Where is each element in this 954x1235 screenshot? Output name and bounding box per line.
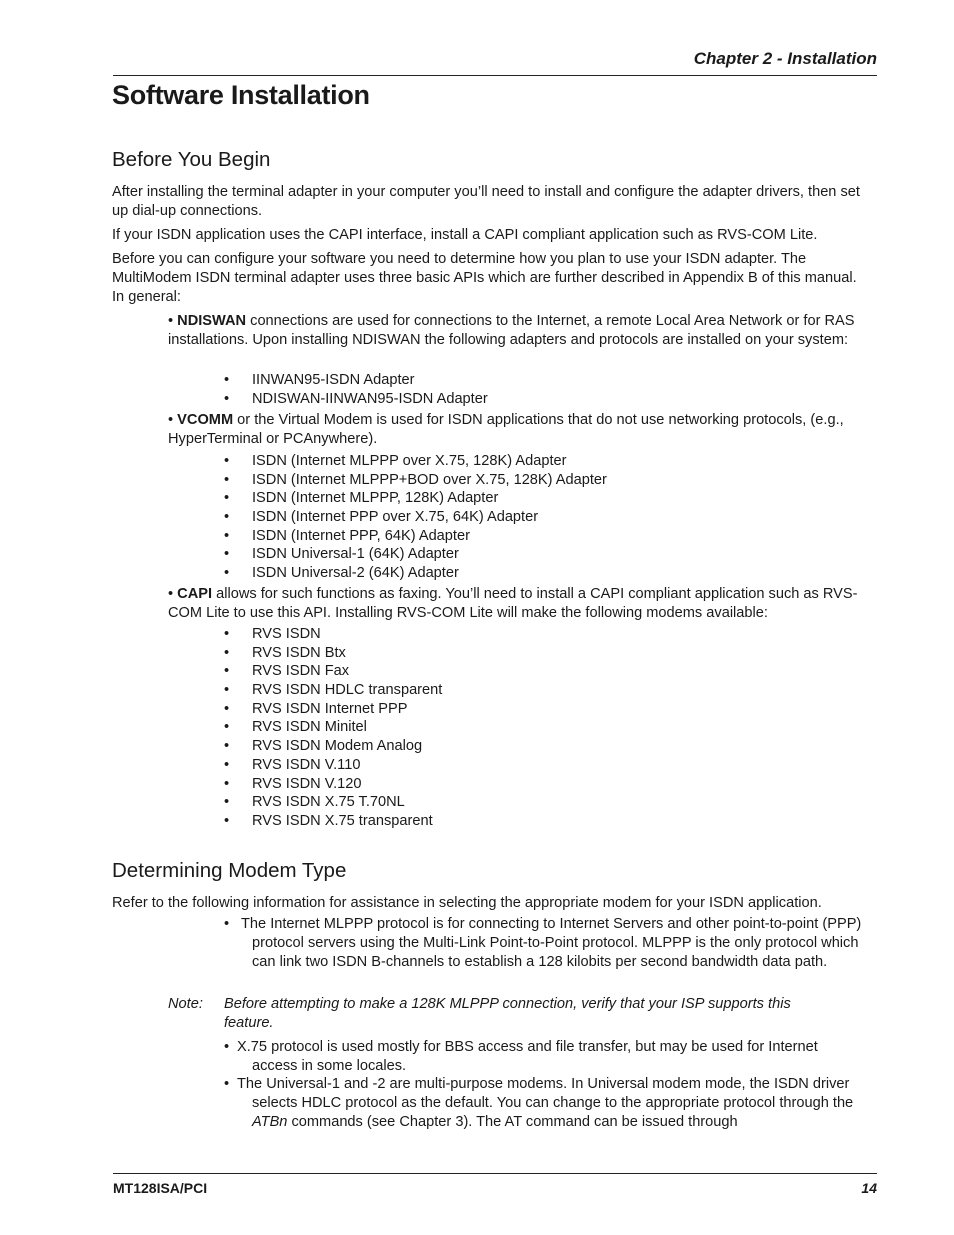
list-item: • ISDN (Internet PPP, 64K) Adapter — [224, 527, 607, 546]
paragraph: After installing the terminal adapter in your computer you’ll need to install and configure the adapter drivers, then set up dial-up connections. — [112, 184, 860, 219]
list-item: • ISDN (Internet MLPPP, 128K) Adapter — [224, 489, 607, 508]
note-text: Before attempting to make a 128K MLPPP connection, verify that your ISP supports this feature. — [224, 996, 791, 1031]
list-item: • RVS ISDN V.120 — [224, 775, 442, 794]
api-description: allows for such functions as faxing. You’ll need to install a CAPI compliant application such as RVS-COM Lite to use this API. Installing RVS-COM Lite will make the following modems available: — [168, 586, 858, 621]
capi-modem-list — [224, 625, 442, 831]
bullet: • — [224, 916, 230, 932]
api-term: VCOMM — [177, 412, 234, 428]
list-item: • RVS ISDN Minitel — [224, 718, 442, 737]
bullet: • — [168, 586, 178, 602]
bullet: • — [168, 313, 178, 329]
bullet: • — [224, 1076, 230, 1092]
note-label: Note: — [168, 996, 203, 1012]
bullet: • — [224, 1039, 230, 1055]
modem-bullet-x75 — [224, 1038, 864, 1076]
api-term: NDISWAN — [177, 313, 247, 329]
paragraph: Refer to the following information for assistance in selecting the appropriate modem for your ISDN application. — [112, 895, 822, 911]
api-paragraph-vcomm — [168, 411, 868, 449]
list-item: • NDISWAN-IINWAN95-ISDN Adapter — [224, 390, 488, 409]
vcomm-adapter-list — [224, 452, 607, 583]
list-item: • RVS ISDN Btx — [224, 644, 442, 663]
api-paragraph-ndiswan — [168, 312, 868, 350]
list-item: • ISDN (Internet PPP over X.75, 64K) Adapter — [224, 508, 607, 527]
list-item: • RVS ISDN — [224, 625, 442, 644]
paragraph: If your ISDN application uses the CAPI interface, install a CAPI compliant application such as RVS-COM Lite. — [112, 227, 818, 243]
list-item: • ISDN Universal-2 (64K) Adapter — [224, 564, 607, 583]
section-heading-before-you-begin: Before You Begin — [112, 148, 271, 171]
bullet-text: The Internet MLPPP protocol is for connecting to Internet Servers and other point-to-point (PPP) protocol servers using the Multi-Link Point-to-Point protocol. MLPPP is the only protocol which can link two ISDN B-channels to establish a 128 kilobits per second bandwidth data path. — [241, 916, 862, 970]
chapter-header: Chapter 2 - Installation — [693, 49, 877, 68]
modem-bullet-universal — [224, 1075, 864, 1131]
api-paragraph-capi — [168, 585, 868, 623]
api-description: connections are used for connections to the Internet, a remote Local Area Network or for RAS installations. Upon installing NDISWAN the following adapters and protocols are installed on your system: — [168, 313, 855, 348]
api-term: CAPI — [177, 586, 213, 602]
page-title: Software Installation — [112, 80, 370, 110]
list-item: • RVS ISDN Fax — [224, 662, 442, 681]
list-item: • RVS ISDN Modem Analog — [224, 737, 442, 756]
footer-rule — [113, 1173, 877, 1174]
list-item: • RVS ISDN Internet PPP — [224, 700, 442, 719]
list-item: • IINWAN95-ISDN Adapter — [224, 371, 488, 390]
list-item: • RVS ISDN HDLC transparent — [224, 681, 442, 700]
api-description: or the Virtual Modem is used for ISDN applications that do not use networking protocols, (e.g., HyperTerminal or PCAnywhere). — [168, 412, 844, 447]
section-heading-determining-modem-type: Determining Modem Type — [112, 859, 347, 882]
modem-bullet-mlppp — [224, 915, 864, 971]
list-item: • RVS ISDN V.110 — [224, 756, 442, 775]
list-item: • ISDN Universal-1 (64K) Adapter — [224, 545, 607, 564]
page-number: 14 — [861, 1180, 877, 1196]
bullet: • — [168, 412, 178, 428]
ndiswan-adapter-list — [224, 371, 488, 408]
list-item: • RVS ISDN X.75 transparent — [224, 812, 442, 831]
paragraph: Before you can configure your software you need to determine how you plan to use your ISDN adapter. The MultiModem ISDN terminal adapter uses three basic APIs which are further described in Appendix B of this manual. In general: — [112, 251, 857, 305]
list-item: • ISDN (Internet MLPPP+BOD over X.75, 128K) Adapter — [224, 471, 607, 490]
universal-text-part2: commands (see Chapter 3). The AT command can be issued through — [287, 1113, 738, 1130]
atbn-command: ATBn — [252, 1113, 288, 1130]
universal-text-part1: The Universal-1 and -2 are multi-purpose modems. In Universal modem mode, the ISDN driver selects HDLC protocol as the default. You can change to the appropriate protocol through the — [237, 1076, 854, 1111]
list-item: • RVS ISDN X.75 T.70NL — [224, 793, 442, 812]
footer-model: MT128ISA/PCI — [113, 1180, 208, 1196]
bullet-text: X.75 protocol is used mostly for BBS access and file transfer, but may be used for Internet access in some locales. — [237, 1039, 818, 1074]
list-item: • ISDN (Internet MLPPP over X.75, 128K) Adapter — [224, 452, 607, 471]
bullet-text — [224, 1075, 864, 1131]
